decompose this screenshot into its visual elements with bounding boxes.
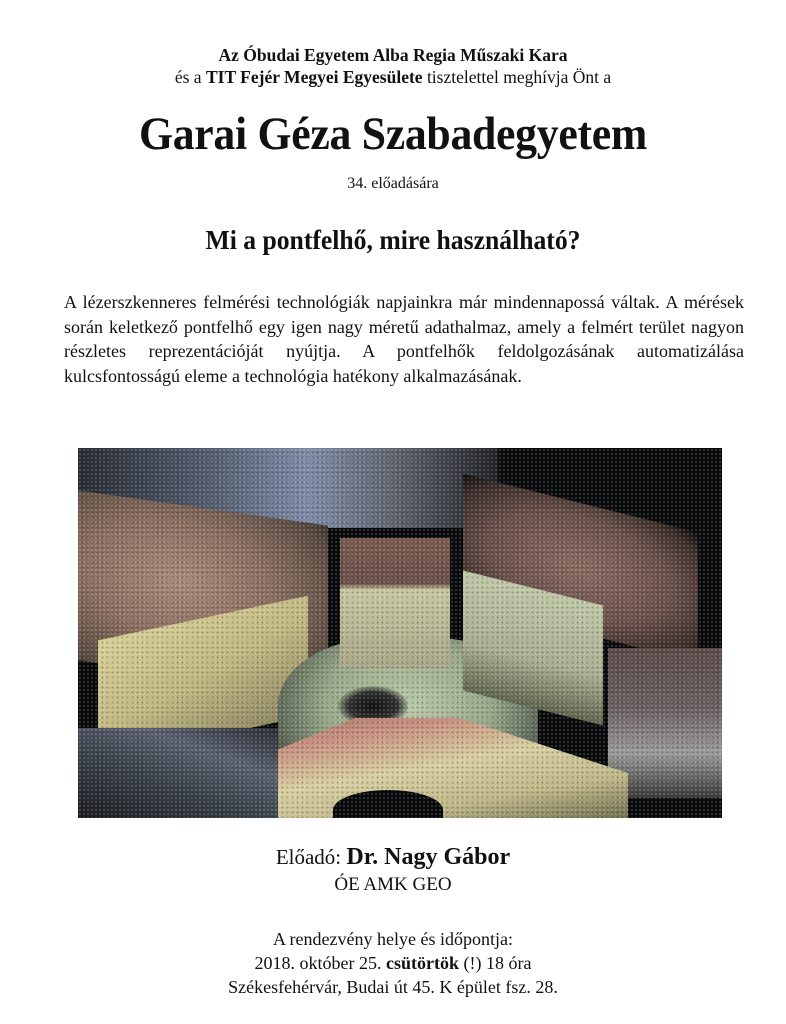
point-cloud-image xyxy=(78,448,722,818)
speaker-line xyxy=(0,843,786,871)
speaker-name: Dr. Nagy Gábor xyxy=(346,844,511,870)
venue-heading: A rendezvény helye és időpontja: xyxy=(273,929,513,949)
page-title: Garai Géza Szabadegyetem xyxy=(138,108,647,160)
venue-date-prefix: 2018. október 25. xyxy=(254,953,386,973)
lecture-subtitle: Mi a pontfelhő, mire használható? xyxy=(205,225,581,255)
venue-weekday: csütörtök xyxy=(386,953,459,973)
venue-address: Székesfehérvár, Budai út 45. K épület fsz. 28. xyxy=(228,977,558,997)
organizer-line-2 xyxy=(0,66,786,88)
speaker-affiliation: ÓE AMK GEO xyxy=(334,874,452,895)
abstract-paragraph xyxy=(64,290,744,388)
organizer-line-1: Az Óbudai Egyetem Alba Regia Műszaki Kara xyxy=(218,45,568,65)
speaker-label: Előadó: xyxy=(275,845,342,869)
lecture-number: 34. előadására xyxy=(347,175,439,192)
abstract-text: A lézerszkenneres felmérési technológiák napjainkra már mindennapossá váltak. A mérések során keletkező pontfelhő egy igen nagy méretű adathalmaz, amely a felmért terület nagyon részletes reprezentációját nyújtja. A pontfelhők feldolgozásának automatizálása kulcsfontosságú eleme a technológia hatékony alkalmazásának. xyxy=(64,292,744,386)
organizer-line-2-suffix: tisztelettel meghívja Önt a xyxy=(422,67,612,87)
venue-date xyxy=(0,952,786,975)
venue-date-suffix: (!) 18 óra xyxy=(459,953,532,973)
image-point-texture xyxy=(78,448,722,818)
organizer-tit: TIT Fejér Megyei Egyesülete xyxy=(205,67,423,87)
organizer-line-2-prefix: és a xyxy=(174,67,206,87)
